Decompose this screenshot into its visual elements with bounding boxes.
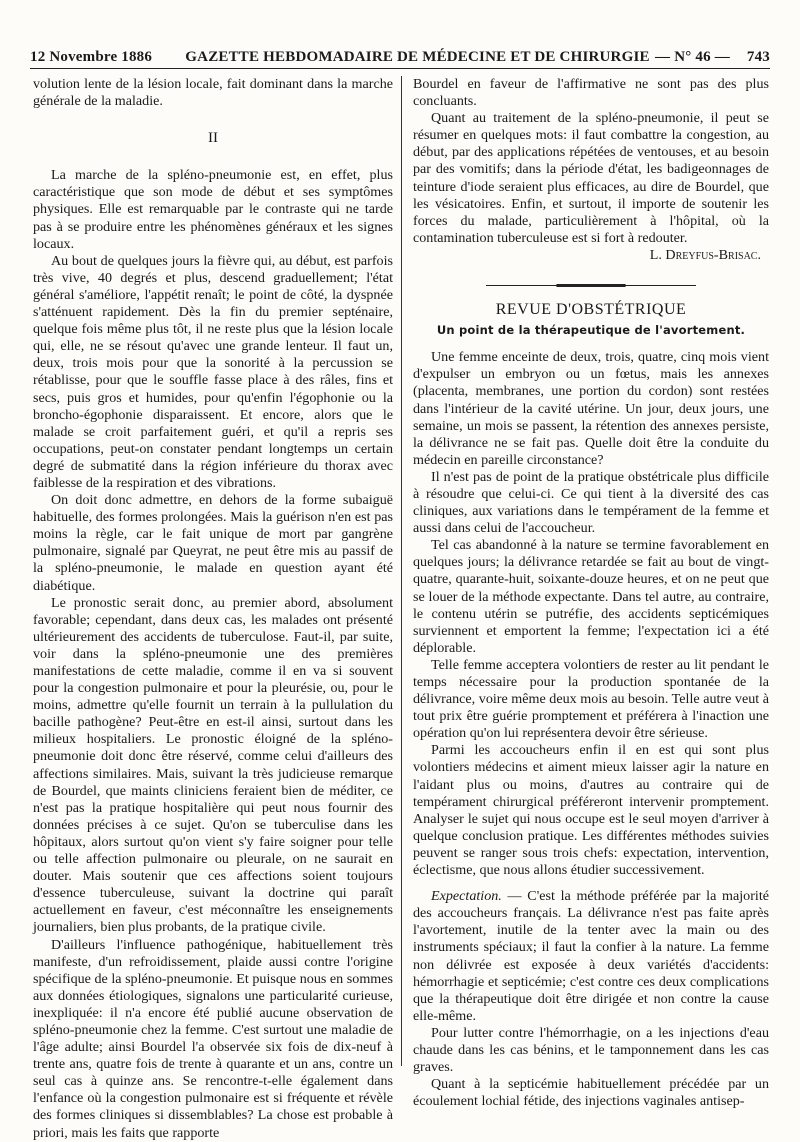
right-paragraph-4: Tel cas abandonné à la nature se termine favorablement en quelques jours; la délivrance retardée se fait au bout de vingt-quatre, quarante-huit, soixante-douze heures, et on ne peut que se louer de la méthode expectante. Dans tel autre, au contraire, le contenu utérin se putréfie, des accidents septicémiques surviennent et emportent la femme; l'expectation ici a été déplorable. [413,537,769,656]
left-paragraph-5: D'ailleurs l'influence pathogénique, habituellement très manifeste, d'un refroidissement, plaide aussi contre l'origine spécifique de la spléno-pneumonie. Et puisque nous en sommes aux données étiologiques, signalons une particularité curieuse, inexpliquée: il n'a encore été publié aucune observation de spléno-pneumonie chez la femme. C'est surtout une maladie de l'âge adulte; ainsi Bourdel l'a observée six fois de dix-neuf à trente ans, quatre fois de trente à quarante et un ans, contre un seul cas à quinze ans. Se rencontre-t-elle également dans l'enfance où la congestion pulmonaire est si fréquente et révèle des formes cliniques si dissemblables? La chose est probable à priori, mais les faits que rapporte [33,936,393,1141]
section-number: II [208,130,218,147]
right-paragraph-8: Pour lutter contre l'hémorrhagie, on a les injections d'eau chaude dans les cas bénins, et le tamponnement dans les cas graves. [413,1024,769,1076]
right-paragraph-9: Quant à la septicémie habituellement précédée par un écoulement lochial fétide, des injections vaginales antisep- [413,1076,769,1110]
expectation-text: — C'est la méthode préférée par la majorité des accoucheurs français. La délivrance n'est pas faite après l'avortement, inutile de la tenter avec la main ou des instruments spéciaux; il faut la confier à la nature. La femme non délivrée est exposée à deux variétés d'accidents: hémorrhagie et septicémie; c'est contre ces deux complications que la thérapeutique doit être dirigée et non contre la cause elle-même. [413,888,769,1024]
right-paragraph-0: Bourdel en faveur de l'affirmative ne sont pas des plus concluants. [413,76,769,110]
left-paragraph-3: On doit donc admettre, en dehors de la forme subaiguë habituelle, des formes prolongées. Mais la guérison n'en est pas moins la règle, car le fait unique de mort par gangrène pulmonaire, signalé par Queyrat, ne peut être mis au passif de la spléno-pneumonie, le malade en question ayant été diabétique. [33,492,393,594]
left-paragraph-2: Au bout de quelques jours la fièvre qui, au début, est parfois très vive, 40 degrés et plus, descend graduellement; l'état général s'améliore, l'appétit renaît; le point de côté, la dyspnée s'atténuent rapidement. Dès la fin du premier septénaire, quelque fois même plus tôt, il ne reste plus que la lésion locale qui, elle, ne se résout qu'avec une grande lenteur. Il faut un, deux, trois mois pour que la sonorité à la percussion se rétablisse, pour que le souffle fasse place à des râles, fins et secs, puis gros et humides, pour qu'enfin l'égophonie ou la broncho-égophonie disparaissent. Et encore, alors que le malade se croit parfaitement guéri, et qu'il a repris ses occupations, peut-on constater pendant longtemps un certain degré de submatité dans la région inférieure du thorax avec faiblesse de la respiration et des vibrations. [33,252,393,491]
right-paragraph-7 [413,888,769,1025]
right-paragraph-3: Il n'est pas de point de la pratique obstétricale plus difficile à résoudre que celui-ci. Ce qui tient à la diversité des cas cliniques, aux variations dans le tempérament de la femme et aussi dans celui de l'accoucheur. [413,468,769,537]
right-paragraph-6: Parmi les accoucheurs enfin il en est qui sont plus volontiers médecins et aiment mieux laisser agir la nature en l'aidant plus ou moins, d'autres au contraire qui de tempérament chirurgical préféreront intervenir promptement. Analyser le sujet qui nous occupe est le seul moyen d'arriver à quelque conclusion pratique. Les différentes méthodes suivies peuvent se ranger sous trois chefs: expectation, intervention, éclectisme, que nous allons étudier successivement. [413,742,769,879]
header-date: 12 Novembre 1886 [30,49,153,65]
left-column [33,76,393,1142]
expectation-lead: Expectation. [431,888,502,905]
right-paragraph-5: Telle femme acceptera volontiers de rester au lit pendant le temps nécessaire pour la production spontanée de la délivrance, voire même deux mois au besoin. Telle autre veut à tout prix être guérie promptement et préférera à l'inaction une opération qu'on lui représentera devoir être sérieuse. [413,656,769,742]
journal-title: GAZETTE HEBDOMADAIRE DE MÉDECINE ET DE CHIRURGIE [185,49,650,65]
right-column [413,76,769,1110]
author-signature: L. Dreyfus-Brisac. [649,246,761,263]
page-number: 743 [746,49,770,65]
left-paragraph-0: volution lente de la lésion locale, fait dominant dans la marche générale de la maladie. [33,76,393,110]
left-paragraph-1: La marche de la spléno-pneumonie est, en effet, plus caractéristique que son mode de début et ses symptômes physiques. Elle est remarquable par le contraste qui ne tarde pas à se produire entre les phénomènes généraux et les signes locaux. [33,167,393,252]
header-rule [30,68,770,69]
revue-subtitle: Un point de la thérapeutique de l'avortement. [436,323,746,338]
column-divider [401,76,402,1066]
left-paragraph-4: Le pronostic serait donc, au premier abord, absolument favorable; cependant, dans deux cas, les malades ont présenté ultérieurement des accidents de tuberculose. Faut-il, par suite, voir dans la spléno-pneumonie une des premières manifestations de cette maladie, comme il en va si souvent pour la congestion pulmonaire et pour la pleurésie, ou, pour le moins, admettre qu'elle fournit un terrain à la pullulation du bacille pathogène? Peut-être en est-il ainsi, surtout dans les milieux hospitaliers. Le pronostic éloigné de la spléno-pneumonie doit donc être réservé, comme celui d'ailleurs des affections similaires. Mais, suivant la très judicieuse remarque de Bourdel, que maints cliniciens feraient bien de méditer, ce n'est pas la pratique hospitalière qui peut nous fournir des données précises à ce sujet. Qu'on se tuberculise dans les hôpitaux, alors surtout qu'on vient s'y faire soigner pour telle ou telle affection pulmonaire ou pleurale, on ne saurait en douter. Mais soutenir que ces affections soient toujours d'essence tuberculeuse, suivant la doctrine qui paraît actuellement en faveur, c'est méconnaître les enseignements journaliers, bien plus probants, de la pratique civile. [33,594,393,936]
section-separator-rule [486,284,696,287]
right-paragraph-2: Une femme enceinte de deux, trois, quatre, cinq mois vient d'expulser un embryon ou un fœtus, mais les annexes (placenta, membranes, une portion du cordon) sont restées dans l'intérieur de la cavité utérine. Un jour, deux jours, une semaine, un mois se passent, la rétention des annexes persiste, la délivrance ne se fait pas. Quelle doit être la conduite du médecin en pareille circonstance? [413,349,769,468]
running-header [30,40,770,66]
revue-title: REVUE D'OBSTÉTRIQUE [495,301,687,319]
right-paragraph-1: Quant au traitement de la spléno-pneumonie, il peut se résumer en quelques mots: il faut combattre la congestion, au début, par des applications répétées de ventouses, et au besoin par des vomitifs; dans la période d'état, les badigeonnages de teinture d'iode seraient plus efficaces, au dire de Bourdel, que les vésicatoires. Enfin, et surtout, il importe de soutenir les forces du malade, particulièrement à l'hôpital, où la contamination tuberculeuse est si fort à redouter. [413,110,769,246]
issue-number: — N° 46 — [655,49,730,65]
